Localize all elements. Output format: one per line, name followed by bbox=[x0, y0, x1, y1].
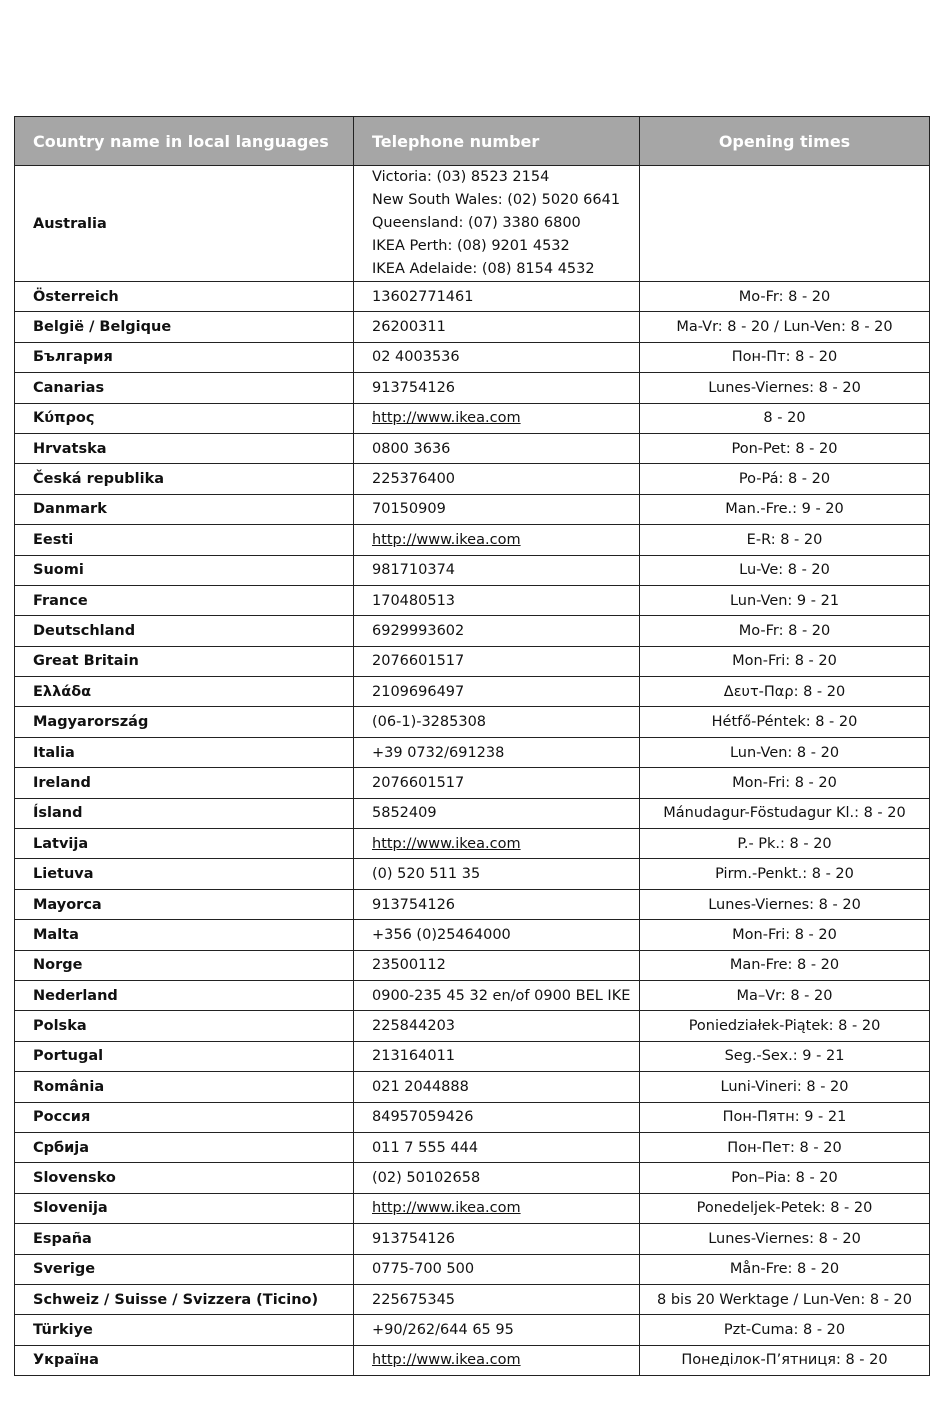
country-cell: Schweiz / Suisse / Svizzera (Ticino) bbox=[15, 1284, 354, 1314]
table-row bbox=[15, 1345, 930, 1375]
phone-cell: 13602771461 bbox=[354, 282, 640, 312]
phone-cell: (0) 520 511 35 bbox=[354, 859, 640, 889]
table-row bbox=[15, 373, 930, 403]
country-cell: Sverige bbox=[15, 1254, 354, 1284]
phone-cell: 0775-700 500 bbox=[354, 1254, 640, 1284]
hours-cell: Mon-Fri: 8 - 20 bbox=[640, 646, 930, 676]
header-country: Country name in local languages bbox=[15, 117, 354, 166]
table-row bbox=[15, 616, 930, 646]
hours-cell: Po-Pá: 8 - 20 bbox=[640, 464, 930, 494]
phone-cell: 225376400 bbox=[354, 464, 640, 494]
country-cell: Malta bbox=[15, 920, 354, 950]
country-cell: Hrvatska bbox=[15, 433, 354, 463]
country-cell: Slovenija bbox=[15, 1193, 354, 1223]
country-cell: Ísland bbox=[15, 798, 354, 828]
country-cell: Україна bbox=[15, 1345, 354, 1375]
hours-cell: Pzt-Cuma: 8 - 20 bbox=[640, 1315, 930, 1345]
country-cell: België / Belgique bbox=[15, 312, 354, 342]
website-link[interactable]: http://www.ikea.com bbox=[372, 531, 521, 548]
table-row bbox=[15, 1193, 930, 1223]
hours-cell: Пон-Пт: 8 - 20 bbox=[640, 342, 930, 372]
country-cell: Eesti bbox=[15, 525, 354, 555]
hours-cell: Mon-Fri: 8 - 20 bbox=[640, 768, 930, 798]
table-row bbox=[15, 555, 930, 585]
phone-cell: (02) 50102658 bbox=[354, 1163, 640, 1193]
country-cell: Latvija bbox=[15, 829, 354, 859]
hours-cell: Mon-Fri: 8 - 20 bbox=[640, 920, 930, 950]
phone-cell: +90/262/644 65 95 bbox=[354, 1315, 640, 1345]
phone-cell bbox=[354, 829, 640, 859]
phone-cell: 0800 3636 bbox=[354, 433, 640, 463]
hours-cell: Пон-Пятн: 9 - 21 bbox=[640, 1102, 930, 1132]
table-row bbox=[15, 1163, 930, 1193]
table-row bbox=[15, 798, 930, 828]
hours-cell: Δευτ-Παρ: 8 - 20 bbox=[640, 677, 930, 707]
table-row bbox=[15, 1011, 930, 1041]
table-row bbox=[15, 464, 930, 494]
country-cell: Κύπρος bbox=[15, 403, 354, 433]
hours-cell: Lunes-Viernes: 8 - 20 bbox=[640, 889, 930, 919]
hours-cell: Mån-Fre: 8 - 20 bbox=[640, 1254, 930, 1284]
table-row bbox=[15, 494, 930, 524]
hours-cell: Seg.-Sex.: 9 - 21 bbox=[640, 1041, 930, 1071]
country-cell: Canarias bbox=[15, 373, 354, 403]
hours-cell: Ma–Vr: 8 - 20 bbox=[640, 980, 930, 1010]
country-cell: Ελλάδα bbox=[15, 677, 354, 707]
hours-cell: Mánudagur-Föstudagur Kl.: 8 - 20 bbox=[640, 798, 930, 828]
country-cell: Россия bbox=[15, 1102, 354, 1132]
country-cell: Deutschland bbox=[15, 616, 354, 646]
country-cell: България bbox=[15, 342, 354, 372]
hours-cell: E-R: 8 - 20 bbox=[640, 525, 930, 555]
table-row bbox=[15, 1102, 930, 1132]
table-row bbox=[15, 312, 930, 342]
country-cell: Danmark bbox=[15, 494, 354, 524]
contact-table bbox=[14, 116, 930, 1376]
table-row bbox=[15, 889, 930, 919]
table-row bbox=[15, 1132, 930, 1162]
table-row bbox=[15, 282, 930, 312]
phone-cell: 2076601517 bbox=[354, 768, 640, 798]
phone-cell bbox=[354, 166, 640, 282]
country-cell: Česká republika bbox=[15, 464, 354, 494]
country-cell: Türkiye bbox=[15, 1315, 354, 1345]
country-cell: Australia bbox=[15, 166, 354, 282]
table-row bbox=[15, 707, 930, 737]
phone-cell: 2109696497 bbox=[354, 677, 640, 707]
hours-cell: Lun-Ven: 8 - 20 bbox=[640, 737, 930, 767]
hours-cell: Lu-Ve: 8 - 20 bbox=[640, 555, 930, 585]
phone-cell: 84957059426 bbox=[354, 1102, 640, 1132]
phone-line: New South Wales: (02) 5020 6641 bbox=[372, 192, 621, 208]
hours-cell: Man-Fre: 8 - 20 bbox=[640, 950, 930, 980]
phone-cell: 913754126 bbox=[354, 373, 640, 403]
country-cell: Polska bbox=[15, 1011, 354, 1041]
phone-cell: 225675345 bbox=[354, 1284, 640, 1314]
website-link[interactable]: http://www.ikea.com bbox=[372, 1352, 521, 1369]
phone-cell: 6929993602 bbox=[354, 616, 640, 646]
website-link[interactable]: http://www.ikea.com bbox=[372, 835, 521, 852]
hours-cell: 8 - 20 bbox=[640, 403, 930, 433]
phone-cell: 02 4003536 bbox=[354, 342, 640, 372]
hours-cell: Hétfő-Péntek: 8 - 20 bbox=[640, 707, 930, 737]
hours-cell bbox=[640, 166, 930, 282]
hours-cell: Lunes-Viernes: 8 - 20 bbox=[640, 373, 930, 403]
table-row bbox=[15, 646, 930, 676]
header-hours: Opening times bbox=[640, 117, 930, 166]
table-row bbox=[15, 829, 930, 859]
phone-cell: 2076601517 bbox=[354, 646, 640, 676]
hours-cell: 8 bis 20 Werktage / Lun-Ven: 8 - 20 bbox=[640, 1284, 930, 1314]
phone-cell: 23500112 bbox=[354, 950, 640, 980]
phone-cell: 0900-235 45 32 en/of 0900 BEL IKE bbox=[354, 980, 640, 1010]
country-cell: Suomi bbox=[15, 555, 354, 585]
hours-cell: Lunes-Viernes: 8 - 20 bbox=[640, 1224, 930, 1254]
table-row bbox=[15, 950, 930, 980]
hours-cell: Luni-Vineri: 8 - 20 bbox=[640, 1072, 930, 1102]
header-row bbox=[15, 117, 930, 166]
country-cell: Nederland bbox=[15, 980, 354, 1010]
country-cell: Great Britain bbox=[15, 646, 354, 676]
table-row bbox=[15, 403, 930, 433]
phone-cell: 5852409 bbox=[354, 798, 640, 828]
hours-cell: Pirm.-Penkt.: 8 - 20 bbox=[640, 859, 930, 889]
country-cell: Norge bbox=[15, 950, 354, 980]
hours-cell: Man.-Fre.: 9 - 20 bbox=[640, 494, 930, 524]
hours-cell: Mo-Fr: 8 - 20 bbox=[640, 616, 930, 646]
country-cell: Österreich bbox=[15, 282, 354, 312]
phone-cell bbox=[354, 1345, 640, 1375]
phone-cell: 213164011 bbox=[354, 1041, 640, 1071]
table-row bbox=[15, 433, 930, 463]
table-row bbox=[15, 980, 930, 1010]
phone-cell: 913754126 bbox=[354, 889, 640, 919]
table-row bbox=[15, 1315, 930, 1345]
website-link[interactable]: http://www.ikea.com bbox=[372, 410, 521, 427]
phone-cell bbox=[354, 1193, 640, 1223]
table-row bbox=[15, 342, 930, 372]
hours-cell: Понеділок-П’ятниця: 8 - 20 bbox=[640, 1345, 930, 1375]
country-cell: Magyarország bbox=[15, 707, 354, 737]
country-cell: France bbox=[15, 585, 354, 615]
country-cell: Mayorca bbox=[15, 889, 354, 919]
phone-line: Queensland: (07) 3380 6800 bbox=[372, 215, 581, 231]
phone-cell: (06-1)-3285308 bbox=[354, 707, 640, 737]
phone-cell: 913754126 bbox=[354, 1224, 640, 1254]
table-row bbox=[15, 859, 930, 889]
header-phone: Telephone number bbox=[354, 117, 640, 166]
phone-cell: +356 (0)25464000 bbox=[354, 920, 640, 950]
table-row bbox=[15, 1284, 930, 1314]
phone-cell: 021 2044888 bbox=[354, 1072, 640, 1102]
phone-cell bbox=[354, 525, 640, 555]
phone-cell: 011 7 555 444 bbox=[354, 1132, 640, 1162]
country-cell: Italia bbox=[15, 737, 354, 767]
hours-cell: Ponedeljek-Petek: 8 - 20 bbox=[640, 1193, 930, 1223]
phone-line: IKEA Perth: (08) 9201 4532 bbox=[372, 238, 570, 254]
hours-cell: Pon–Pia: 8 - 20 bbox=[640, 1163, 930, 1193]
country-cell: España bbox=[15, 1224, 354, 1254]
country-cell: România bbox=[15, 1072, 354, 1102]
phone-line: Victoria: (03) 8523 2154 bbox=[372, 169, 550, 185]
phone-cell: +39 0732/691238 bbox=[354, 737, 640, 767]
phone-cell: 26200311 bbox=[354, 312, 640, 342]
phone-cell: 225844203 bbox=[354, 1011, 640, 1041]
table-row bbox=[15, 1072, 930, 1102]
phone-cell: 70150909 bbox=[354, 494, 640, 524]
hours-cell: Mo-Fr: 8 - 20 bbox=[640, 282, 930, 312]
table-row bbox=[15, 525, 930, 555]
table-row bbox=[15, 1041, 930, 1071]
table-row bbox=[15, 677, 930, 707]
table-row bbox=[15, 1224, 930, 1254]
country-cell: Lietuva bbox=[15, 859, 354, 889]
country-cell: Portugal bbox=[15, 1041, 354, 1071]
hours-cell: Poniedziałek-Piątek: 8 - 20 bbox=[640, 1011, 930, 1041]
table-row bbox=[15, 1254, 930, 1284]
phone-cell: 170480513 bbox=[354, 585, 640, 615]
hours-cell: Pon-Pet: 8 - 20 bbox=[640, 433, 930, 463]
phone-cell bbox=[354, 403, 640, 433]
table-row bbox=[15, 737, 930, 767]
website-link[interactable]: http://www.ikea.com bbox=[372, 1200, 521, 1217]
table-row bbox=[15, 768, 930, 798]
table-row bbox=[15, 920, 930, 950]
phone-line: IKEA Adelaide: (08) 8154 4532 bbox=[372, 261, 595, 277]
country-cell: Ireland bbox=[15, 768, 354, 798]
hours-cell: Ma-Vr: 8 - 20 / Lun-Ven: 8 - 20 bbox=[640, 312, 930, 342]
hours-cell: Пон-Пет: 8 - 20 bbox=[640, 1132, 930, 1162]
phone-cell: 981710374 bbox=[354, 555, 640, 585]
country-cell: Србија bbox=[15, 1132, 354, 1162]
table-row-australia bbox=[15, 166, 930, 282]
hours-cell: P.- Pk.: 8 - 20 bbox=[640, 829, 930, 859]
table-row bbox=[15, 585, 930, 615]
hours-cell: Lun-Ven: 9 - 21 bbox=[640, 585, 930, 615]
country-cell: Slovensko bbox=[15, 1163, 354, 1193]
